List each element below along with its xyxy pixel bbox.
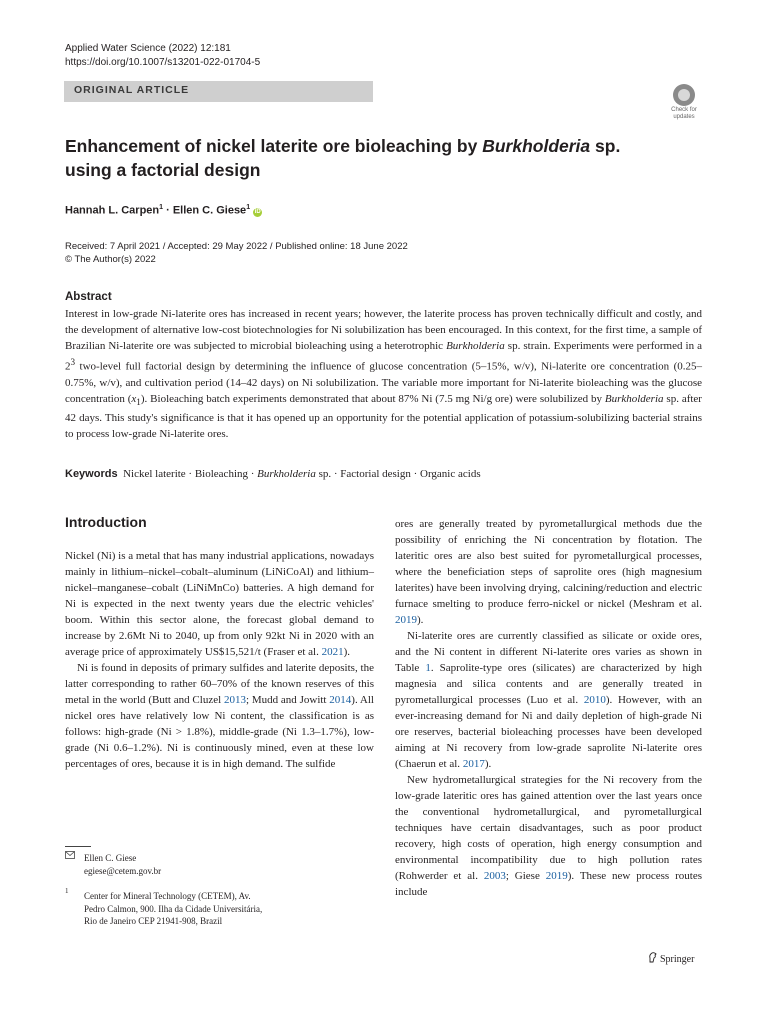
keywords-text-1: Nickel laterite · Bioleaching · xyxy=(117,468,258,480)
column-left xyxy=(65,548,374,772)
journal-citation: Applied Water Science (2022) 12:181 xyxy=(65,43,231,54)
dates-line: Received: 7 April 2021 / Accepted: 29 May 2022 / Published online: 18 June 2022 xyxy=(65,241,408,252)
affiliation-line: Center for Mineral Technology (CETEM), Av. xyxy=(84,891,251,901)
check-for-updates-label: Check for updates xyxy=(671,107,697,120)
keywords xyxy=(65,468,481,480)
keywords-text-2: sp. · Factorial design · Organic acids xyxy=(315,468,481,480)
citation-link[interactable]: 2014 xyxy=(329,694,352,706)
citation-link[interactable]: 2013 xyxy=(223,694,246,706)
footnote-rule xyxy=(65,846,91,847)
intro-paragraph-4 xyxy=(395,628,702,772)
abstract-variable: x xyxy=(131,392,137,405)
journal-doi[interactable]: https://doi.org/10.1007/s13201-022-01704-5 xyxy=(65,56,261,68)
title-line2: using a factorial design xyxy=(65,160,261,180)
publisher-name: Springer xyxy=(660,954,695,965)
author-2-affil: 1 xyxy=(246,204,251,211)
abstract-text-3: two-level full factorial design by determining the influence of glucose concentration (5–15%, w/v), Ni-laterite ore concentration (0.25–0.75%, w/v), and cultivation period (14–42 days) on Ni solubilization. The variable more important for Ni-laterite bioleaching was the glucose concentration ( xyxy=(65,360,702,405)
paragraph-text: ; Giese xyxy=(505,870,546,882)
article-type-band xyxy=(64,81,373,102)
table-link[interactable]: 1 xyxy=(425,662,431,674)
column-right xyxy=(395,516,702,900)
title-part1: Enhancement of nickel laterite ore bioleaching by xyxy=(65,136,483,156)
abstract-text-4: ). Bioleaching batch experiments demonstrated that about 87% Ni (7.5 mg Ni/g ore) were solubilized by xyxy=(140,392,605,405)
paragraph-text: ). All nickel ores have relatively low Ni content, the classification is as follows: high-grade (Ni > 1.8%), middle-grade (Ni 1.3–1.7%), low-grade (Ni 0.6–1.2%). Ni is continuously mined, even at these low percentages of ores, because it is in high demand. The sulfide xyxy=(65,694,374,770)
citation-link[interactable]: 2010 xyxy=(583,694,606,706)
paragraph-text: ). xyxy=(417,614,424,626)
title-italic: Burkholderia xyxy=(482,136,591,156)
abstract-text-5: sp. after 42 days. This study's significance is that it has opened up an opportunity for the potential application of potassium-solubilizing bacterial strains to process low-grade Ni-laterite ores. xyxy=(65,392,702,440)
affiliation-line: Pedro Calmon, 900. Ilha da Cidade Universitária, xyxy=(84,903,263,914)
journal-header xyxy=(65,42,260,69)
article-type: ORIGINAL ARTICLE xyxy=(74,84,190,96)
paragraph-text: . Saprolite-type ores (silicates) are characterized by high magnesia and silica contents and are generally treated in pyrometallurgical processes (Luo et al. xyxy=(395,662,703,706)
paragraph-text: ; Mudd and Jowitt xyxy=(245,694,330,706)
citation-link[interactable]: 2017 xyxy=(462,758,485,770)
abstract-body xyxy=(65,306,702,442)
copyright-line: © The Author(s) 2022 xyxy=(65,254,156,265)
citation-link[interactable]: 2021 xyxy=(321,646,344,658)
introduction-heading: Introduction xyxy=(65,514,147,530)
orcid-icon[interactable]: iD xyxy=(254,208,261,215)
author-1-affil: 1 xyxy=(159,204,164,211)
paragraph-text: ). However, with an ever-increasing demand for Ni and daily depletion of high-grade Ni ore reserves, bacterial bioleaching processes have been developed aiming at Ni recovery from low-grade saprolite Ni-laterite ores (Chaerun et al. xyxy=(395,694,703,770)
intro-paragraph-2 xyxy=(65,660,374,772)
paragraph-text: ores are generally treated by pyrometallurgical methods due the possibility of enriching the Ni concentration by flotation. The lateritic ores are also best suited for pyrometallurgical processes, where the beneficiation steps of saprolite ores (high magnesium laterites) have been involving drying, calcining/reduction and electric furnace smelting to produce ferro-nickel or nickel (Meshram et al. xyxy=(395,518,702,610)
contact-name: Ellen C. Giese xyxy=(84,853,137,863)
check-for-updates-badge[interactable] xyxy=(666,84,702,120)
paragraph-text: New hydrometallurgical strategies for the Ni recovery from the low-grade lateritic ores has gained attention over the last years once the conventional hydrometallurgical, and pyrometallurgical techniques have certain disadvantages, such as poor product recovery, high costs of operation, high energy consumption and environmental incompatibility due to high pollution rates (Rohwerder et al. xyxy=(395,774,702,882)
paragraph-text: ). These new process routes include xyxy=(395,870,702,898)
citation-link[interactable]: 2019 xyxy=(545,870,568,882)
citation-link[interactable]: 2019 xyxy=(395,614,417,626)
publication-dates xyxy=(65,240,408,266)
intro-paragraph-5 xyxy=(395,772,702,900)
envelope-icon xyxy=(65,851,75,861)
keywords-heading: Keywords xyxy=(65,468,118,480)
springer-horse-icon xyxy=(648,952,658,963)
abstract-text-1: Interest in low-grade Ni-laterite ores has increased in recent years; however, the laterite process has proven technically difficult and costly, and the development of alternative low-cost biotechnologies for Ni solubilization has been encouraged. In this context, for the first time, a sample of Brazilian Ni-laterite ore was subjected to microbial bioleaching using a heterotrophic xyxy=(65,308,702,352)
abstract-genus-2: Burkholderia xyxy=(604,392,664,405)
abstract-text-2: sp. strain. Experiments were performed in a 2 xyxy=(65,340,702,373)
article-title xyxy=(65,134,685,182)
abstract-genus-1: Burkholderia xyxy=(446,340,505,352)
affiliation-line: Rio de Janeiro CEP 21941-908, Brazil xyxy=(84,916,223,926)
intro-paragraph-3 xyxy=(395,516,702,628)
author-2[interactable]: Ellen C. Giese xyxy=(172,204,247,217)
paragraph-text: Ni-laterite ores are currently classified as silicate or oxide ores, and the Ni content in different Ni-laterite ores varies as shown in Table xyxy=(395,630,702,674)
intro-paragraph-1 xyxy=(65,548,374,660)
check-for-updates-icon xyxy=(673,84,695,106)
paragraph-text: Ni is found in deposits of primary sulfides and laterite deposits, the latter corresponding to rather 60–70% of the known reserves of this metal in the world (Butt and Cluzel xyxy=(65,662,374,706)
affiliation-number: 1 xyxy=(65,887,69,895)
author-list xyxy=(65,204,262,217)
publisher-logo xyxy=(648,952,694,965)
paragraph-text: ). xyxy=(484,758,492,770)
citation-link[interactable]: 2003 xyxy=(483,870,506,882)
abstract-heading: Abstract xyxy=(65,291,112,303)
affiliation xyxy=(84,890,262,928)
corresponding-author xyxy=(84,852,161,877)
title-part2: sp. xyxy=(590,136,621,156)
author-1[interactable]: Hannah L. Carpen xyxy=(65,204,160,217)
abstract-superscript: 3 xyxy=(70,357,76,367)
keywords-genus: Burkholderia xyxy=(257,468,316,480)
abstract-subscript: 1 xyxy=(136,396,141,407)
paragraph-text: Nickel (Ni) is a metal that has many industrial applications, nowadays mainly in lithium–nickel–cobalt–aluminum (LiNiCoAl) and lithium–nickel–manganese–cobalt (LiNiMnCo) batteries. A high demand for Ni is expected in the next twenty years due the electric vehicles' boom. Within this sector alone, the forecast global demand to increase by 2.6Mt Ni to 2040, up from only 92kt Ni in 2020 with an average price of approximately US$15,521/t (Fraser et al. xyxy=(65,550,374,658)
contact-email[interactable]: egiese@cetem.gov.br xyxy=(84,865,162,876)
author-separator: · xyxy=(163,204,173,217)
paragraph-text: ). xyxy=(343,646,350,658)
